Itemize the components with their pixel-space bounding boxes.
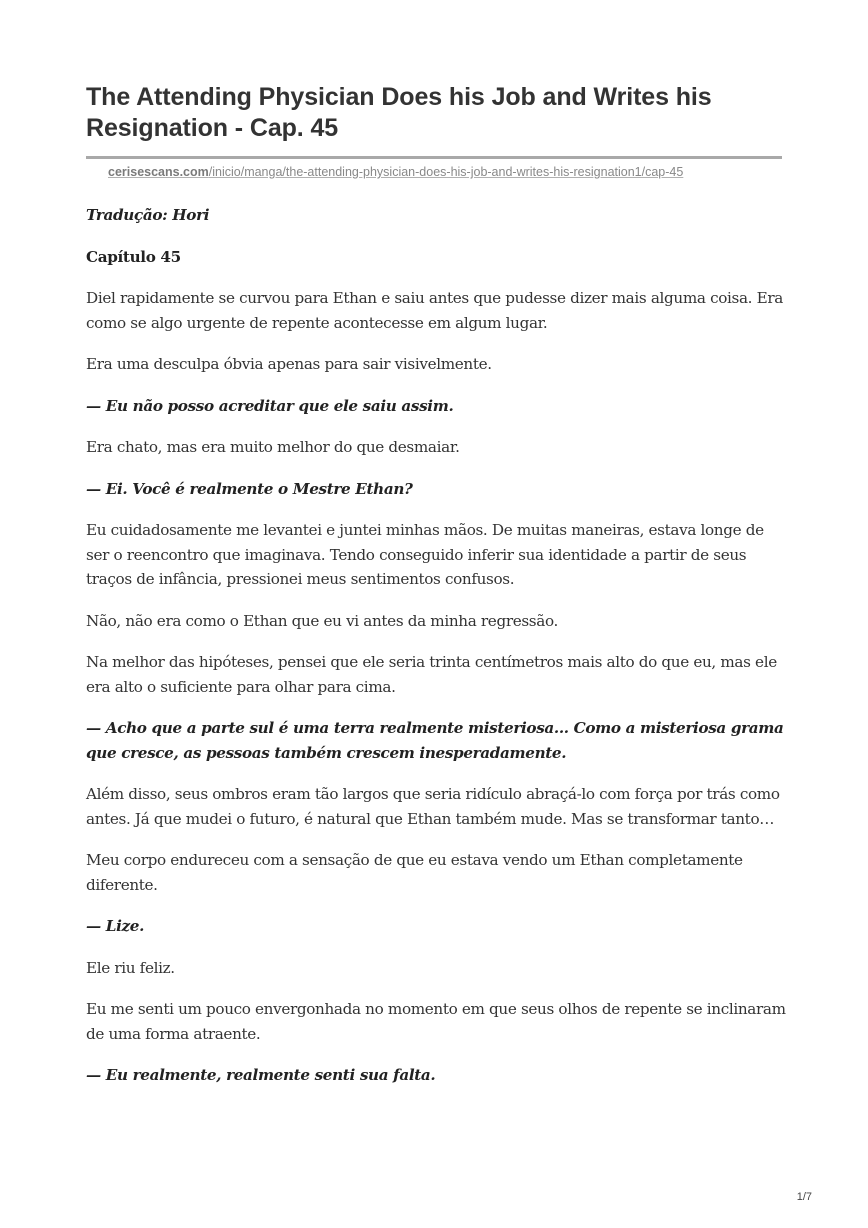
chapter-body bbox=[86, 203, 786, 1088]
paragraph: Diel rapidamente se curvou para Ethan e saiu antes que pudesse dizer mais alguma coisa. Era como se algo urgente de repente acontecesse em algum lugar. bbox=[86, 289, 783, 332]
dialogue-line: — Eu não posso acreditar que ele saiu assim. bbox=[86, 396, 454, 415]
document-page bbox=[86, 82, 786, 1105]
dialogue-line: — Acho que a parte sul é uma terra realmente misteriosa... Como a misteriosa grama que cresce, as pessoas também crescem inesperadamente. bbox=[86, 719, 784, 762]
title-divider bbox=[86, 156, 782, 159]
source-path: /inicio/manga/the-attending-physician-does-his-job-and-writes-his-resignation1/cap-45 bbox=[208, 165, 684, 179]
paragraph: Meu corpo endureceu com a sensação de que eu estava vendo um Ethan completamente diferente. bbox=[86, 851, 743, 894]
paragraph: Na melhor das hipóteses, pensei que ele seria trinta centímetros mais alto do que eu, mas ele era alto o suficiente para olhar para cima. bbox=[86, 653, 777, 696]
dialogue-line: — Ei. Você é realmente o Mestre Ethan? bbox=[86, 479, 413, 498]
paragraph: Era chato, mas era muito melhor do que desmaiar. bbox=[86, 438, 460, 456]
dialogue-line: — Eu realmente, realmente senti sua falta. bbox=[86, 1066, 436, 1084]
page-title: The Attending Physician Does his Job and Writes his Resignation - Cap. 45 bbox=[86, 83, 712, 142]
dialogue-line: — Lize. bbox=[86, 917, 145, 935]
paragraph: Não, não era como o Ethan que eu vi antes da minha regressão. bbox=[86, 611, 558, 630]
source-url-link[interactable] bbox=[108, 165, 786, 179]
paragraph: Além disso, seus ombros eram tão largos que seria ridículo abraçá-lo com força por trás como antes. Já que mudei o futuro, é natural que Ethan também mude. Mas se transformar tanto… bbox=[86, 785, 780, 828]
paragraph: Ele riu feliz. bbox=[86, 958, 175, 977]
translator-credit: Tradução: Hori bbox=[86, 206, 210, 224]
paragraph: Eu me senti um pouco envergonhada no momento em que seus olhos de repente se inclinaram de uma forma atraente. bbox=[86, 1000, 786, 1043]
source-domain: cerisescans.com bbox=[108, 165, 209, 179]
chapter-heading: Capítulo 45 bbox=[86, 247, 181, 266]
paragraph: Era uma desculpa óbvia apenas para sair visivelmente. bbox=[86, 355, 492, 373]
paragraph: Eu cuidadosamente me levantei e juntei minhas mãos. De muitas maneiras, estava longe de ser o reencontro que imaginava. Tendo conseguido inferir sua identidade a partir de seus traços de infância, pressionei meus sentimentos confusos. bbox=[86, 521, 764, 588]
page-number: 1/7 bbox=[796, 1191, 812, 1203]
